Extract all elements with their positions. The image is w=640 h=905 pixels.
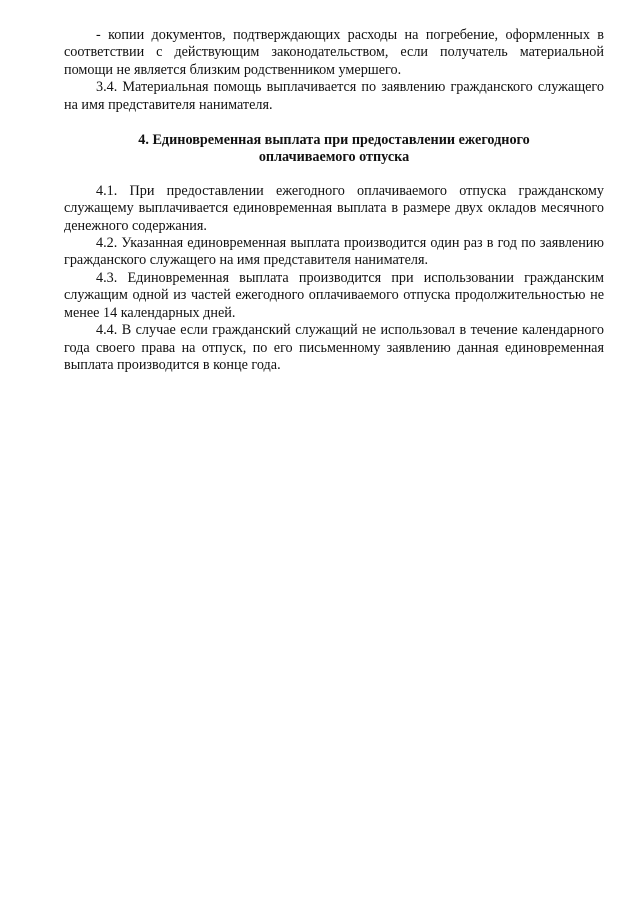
paragraph-documents-copies: - копии документов, подтверждающих расходы на погребение, оформленных в соответствии с действующим законодательством, если получатель материальной помощи не является близким родственником умершего. [64,27,604,78]
paragraph-3-4: 3.4. Материальная помощь выплачивается по заявлению гражданского служащего на имя представителя нанимателя. [64,79,604,113]
paragraph-4-4: 4.4. В случае если гражданский служащий не использовал в течение календарного года своего права на отпуск, по его письменному заявлению данная единовременная выплата производится в конце года. [64,322,604,373]
paragraph-4-2: 4.2. Указанная единовременная выплата производится один раз в год по заявлению гражданского служащего на имя представителя нанимателя. [64,235,604,269]
section-4-heading [64,132,604,167]
section-4-heading-line-1: 4. Единовременная выплата при предоставлении ежегодного [138,132,530,149]
paragraph-4-3: 4.3. Единовременная выплата производится при использовании гражданским служащим одной из частей ежегодного оплачиваемого отпуска продолжительностью не менее 14 календарных дней. [64,269,604,321]
document-page [64,27,604,374]
section-4-heading-line-2: оплачиваемого отпуска [258,149,410,166]
paragraph-4-1: 4.1. При предоставлении ежегодного оплачиваемого отпуска гражданскому служащему выплачивается единовременная выплата в размере двух окладов месячного денежного содержания. [64,182,604,234]
